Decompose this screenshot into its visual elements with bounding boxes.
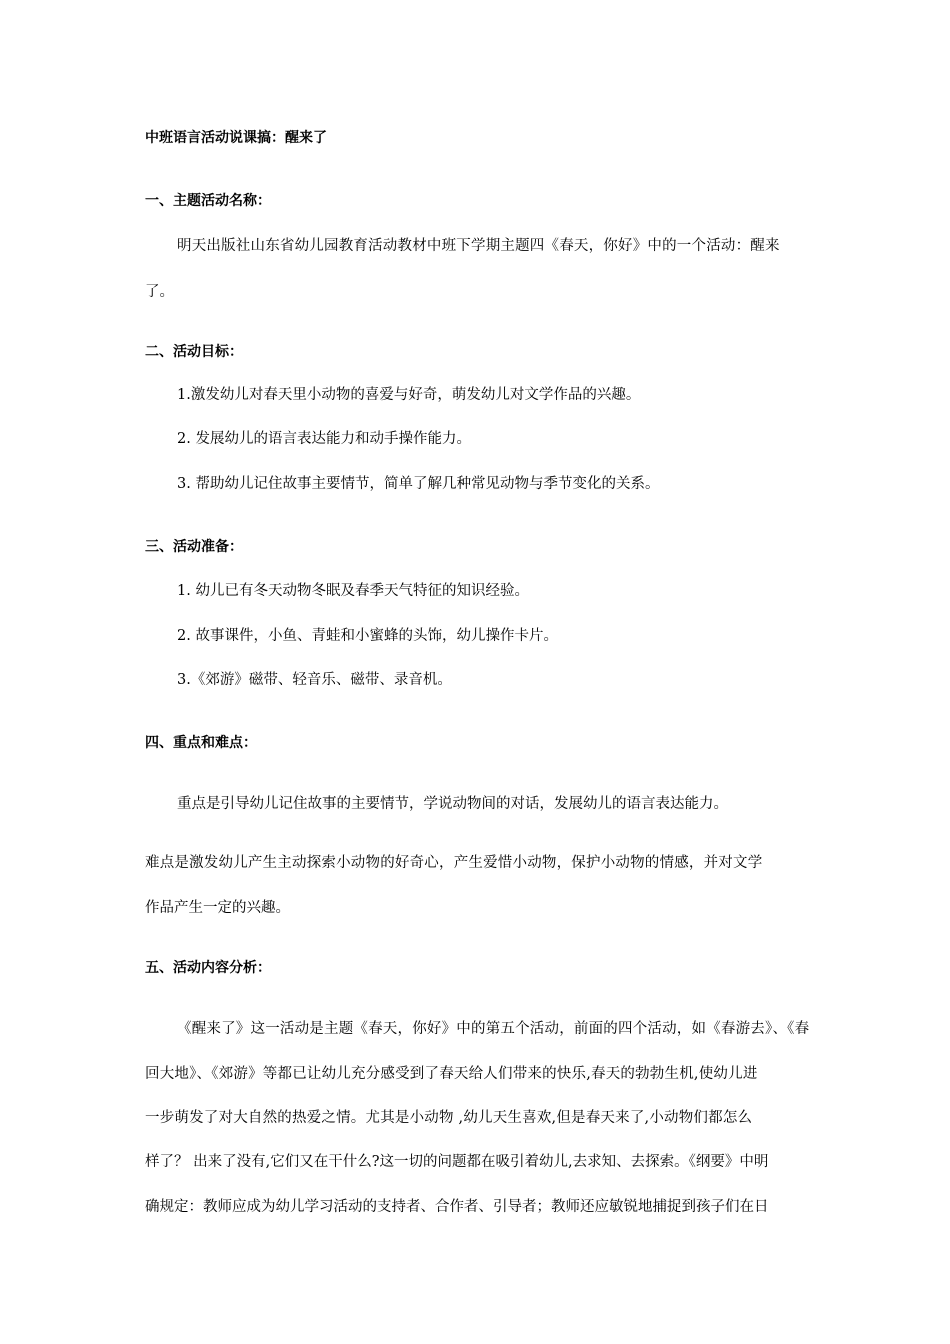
section-1-paragraph-line: 明天出版社山东省幼儿园教育活动教材中班下学期主题四《春天，你好》中的一个活动：醒来 xyxy=(177,238,780,254)
section-5-heading: 五、活动内容分析： xyxy=(145,960,271,976)
key-point-line: 重点是引导幼儿记住故事的主要情节，学说动物间的对话，发展幼儿的语言表达能力。 xyxy=(177,796,728,812)
difficulty-line: 难点是激发幼儿产生主动探索小动物的好奇心，产生爱惜小动物，保护小动物的情感，并对文学 xyxy=(145,855,763,871)
section-3-heading: 三、活动准备： xyxy=(145,539,243,555)
analysis-line: 样了？ 出来了没有,它们又在干什么?这一切的问题都在吸引着幼儿,去求知、去探索。《纲要》中明 xyxy=(145,1154,769,1170)
analysis-line: 一步萌发了对大自然的热爱之情。尤其是小动物 ,幼儿天生喜欢,但是春天来了,小动物们都怎么 xyxy=(145,1110,753,1126)
section-1-paragraph-line: 了。 xyxy=(145,284,174,300)
analysis-line: 《醒来了》这一活动是主题《春天，你好》中的第五个活动，前面的四个活动，如《春游去》、《春 xyxy=(177,1021,810,1037)
preparation-item: 2. 故事课件，小鱼、青蛙和小蜜蜂的头饰，幼儿操作卡片。 xyxy=(177,628,558,644)
goal-item: 3. 帮助幼儿记住故事主要情节，简单了解几种常见动物与季节变化的关系。 xyxy=(177,476,660,492)
difficulty-line: 作品产生一定的兴趣。 xyxy=(145,900,290,916)
section-1-heading: 一、主题活动名称： xyxy=(145,193,271,209)
analysis-line: 确规定：教师应成为幼儿学习活动的支持者、合作者、引导者；教师还应敏锐地捕捉到孩子们在日 xyxy=(145,1199,769,1215)
preparation-item: 1. 幼儿已有冬天动物冬眠及春季天气特征的知识经验。 xyxy=(177,583,529,599)
section-2-heading: 二、活动目标： xyxy=(145,344,243,360)
goal-item: 1.激发幼儿对春天里小动物的喜爱与好奇，萌发幼儿对文学作品的兴趣。 xyxy=(177,387,641,403)
section-4-heading: 四、重点和难点： xyxy=(145,735,257,751)
analysis-line: 回大地》、《郊游》等都已让幼儿充分感受到了春天给人们带来的快乐,春天的勃勃生机,使幼儿进 xyxy=(145,1066,758,1082)
preparation-item: 3.《郊游》磁带、轻音乐、磁带、录音机。 xyxy=(177,672,452,688)
document-title: 中班语言活动说课搞：醒来了 xyxy=(145,130,327,146)
goal-item: 2. 发展幼儿的语言表达能力和动手操作能力。 xyxy=(177,431,471,447)
